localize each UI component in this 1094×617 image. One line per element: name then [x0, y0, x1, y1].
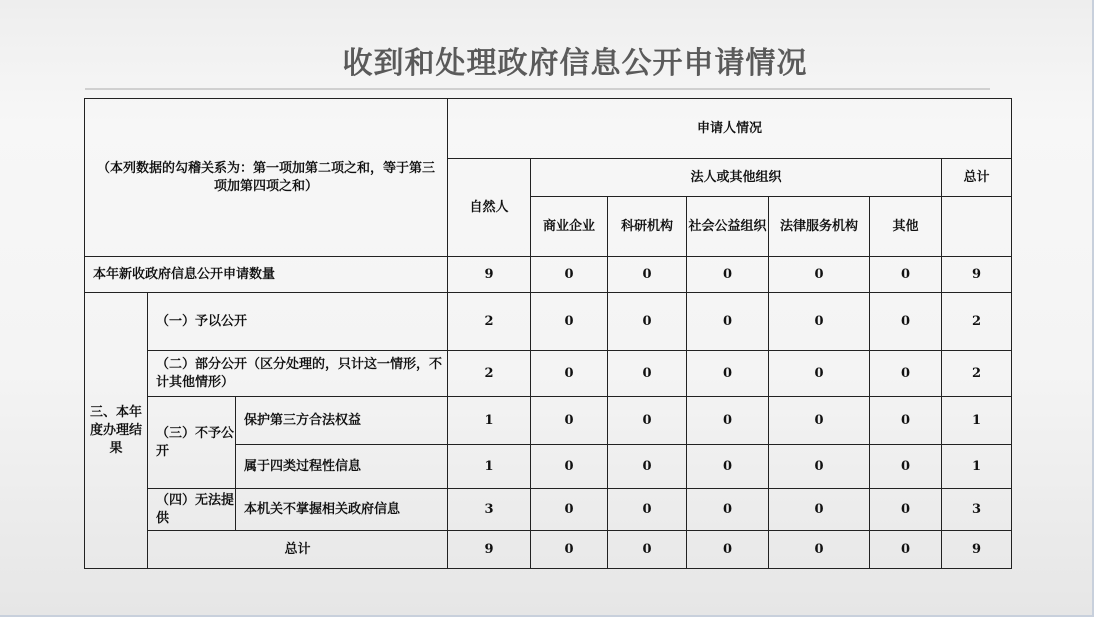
- cell-value: 9: [942, 531, 1012, 569]
- cell-value: 3: [448, 489, 531, 531]
- header-public-welfare-org: 社会公益组织: [687, 197, 769, 257]
- row-third-party: [85, 397, 1012, 445]
- cell-value: 0: [870, 293, 942, 351]
- cell-value: 0: [531, 351, 608, 397]
- header-legal-service-org: 法律服务机构: [769, 197, 870, 257]
- cell-value: 0: [870, 531, 942, 569]
- cell-value: 0: [769, 397, 870, 445]
- cell-value: 0: [870, 257, 942, 293]
- cell-value: 1: [942, 445, 1012, 489]
- cell-value: 0: [608, 489, 687, 531]
- cell-value: 0: [870, 445, 942, 489]
- row-label: 本机关不掌握相关政府信息: [236, 489, 448, 531]
- cell-value: 0: [531, 257, 608, 293]
- cell-value: 0: [769, 257, 870, 293]
- cell-value: 0: [608, 351, 687, 397]
- relationship-note: （本列数据的勾稽关系为：第一项加第二项之和，等于第三项加第四项之和）: [85, 99, 448, 257]
- cell-value: 0: [687, 489, 769, 531]
- cell-value: 0: [769, 445, 870, 489]
- cell-value: 0: [608, 397, 687, 445]
- row-label: （一）予以公开: [148, 293, 448, 351]
- header-research-institution: 科研机构: [608, 197, 687, 257]
- cell-value: 0: [769, 489, 870, 531]
- section-label: 三、本年度办理结果: [85, 293, 148, 569]
- cell-value: 1: [448, 445, 531, 489]
- cell-value: 0: [687, 397, 769, 445]
- cell-value: 0: [608, 257, 687, 293]
- subsection-label: （三）不予公开: [148, 397, 236, 489]
- report-table: [84, 98, 1012, 569]
- title-divider: [85, 88, 990, 90]
- cell-value: 3: [942, 489, 1012, 531]
- cell-value: 0: [531, 531, 608, 569]
- cell-value: 0: [687, 445, 769, 489]
- row-disclose: [85, 293, 1012, 351]
- header-row-1: [85, 99, 1012, 159]
- header-total-blank: [942, 197, 1012, 257]
- header-applicant-situation: 申请人情况: [448, 99, 1012, 159]
- row-label: 属于四类过程性信息: [236, 445, 448, 489]
- cell-value: 0: [769, 351, 870, 397]
- header-commercial-enterprise: 商业企业: [531, 197, 608, 257]
- cell-value: 2: [942, 351, 1012, 397]
- row-total: [85, 531, 1012, 569]
- cell-value: 9: [942, 257, 1012, 293]
- header-other: 其他: [870, 197, 942, 257]
- cell-value: 0: [769, 293, 870, 351]
- page-title: 收到和处理政府信息公开申请情况: [342, 46, 808, 81]
- cell-value: 9: [448, 531, 531, 569]
- header-natural-person: 自然人: [448, 159, 531, 257]
- cell-value: 9: [448, 257, 531, 293]
- cell-value: 0: [687, 531, 769, 569]
- header-total: 总计: [942, 159, 1012, 197]
- row-label: 总计: [148, 531, 448, 569]
- cell-value: 2: [448, 293, 531, 351]
- cell-value: 0: [687, 257, 769, 293]
- row-partial: [85, 351, 1012, 397]
- cell-value: 0: [870, 397, 942, 445]
- cell-value: 1: [942, 397, 1012, 445]
- cell-value: 0: [608, 445, 687, 489]
- cell-value: 2: [448, 351, 531, 397]
- header-legal-or-other-org: 法人或其他组织: [531, 159, 942, 197]
- cell-value: 0: [531, 397, 608, 445]
- row-not-held: [85, 489, 1012, 531]
- cell-value: 0: [870, 489, 942, 531]
- row-label: （二）部分公开（区分处理的，只计这一情形，不计其他情形）: [148, 351, 448, 397]
- cell-value: 0: [687, 351, 769, 397]
- cell-value: 0: [531, 489, 608, 531]
- cell-value: 0: [531, 293, 608, 351]
- cell-value: 0: [608, 293, 687, 351]
- cell-value: 0: [769, 531, 870, 569]
- row-label: 本年新收政府信息公开申请数量: [85, 257, 448, 293]
- cell-value: 0: [870, 351, 942, 397]
- row-label: 保护第三方合法权益: [236, 397, 448, 445]
- cell-value: 0: [687, 293, 769, 351]
- cell-value: 0: [531, 445, 608, 489]
- cell-value: 0: [608, 531, 687, 569]
- cell-value: 2: [942, 293, 1012, 351]
- row-new-requests: [85, 257, 1012, 293]
- subsection-label: （四）无法提供: [148, 489, 236, 531]
- cell-value: 1: [448, 397, 531, 445]
